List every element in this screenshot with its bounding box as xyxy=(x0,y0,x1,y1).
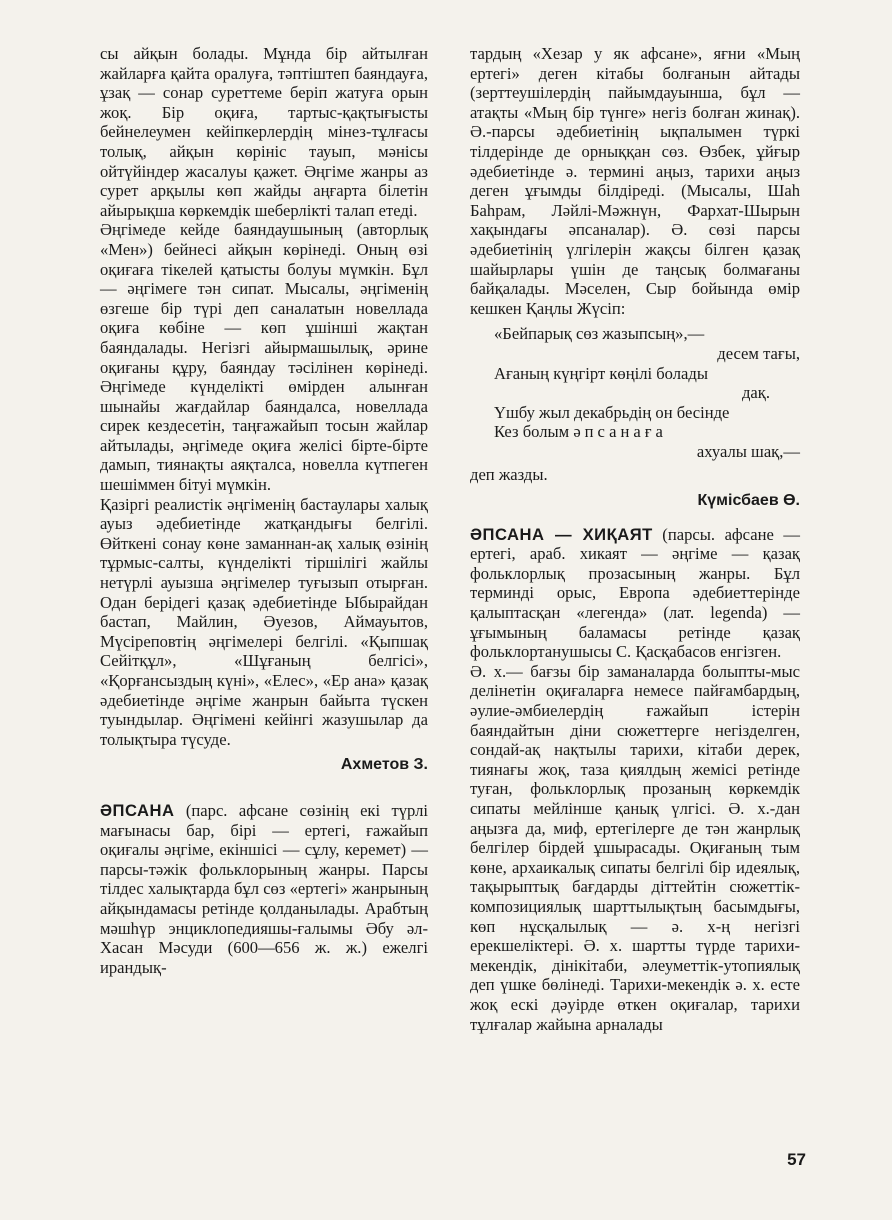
right-paragraph-1: тардың «Хезар у як афсане», яғни «Мың ертегі» деген кітабы болғанын айтады (зерттеушілердің пайымдауынша, бұл — атақты «Мың бір түнге» негіз болған жинақ). Ә.-парсы әдебиетінің ықпалымен түркі тілдерінде де орныққан сөз. Өзбек, ұйғыр әдебиетінде ә. термині аңыз, тарихи аңыз деген ұғымды білдіреді. (Мысалы, Шаһ Баһрам, Ләйлі-Мәжнүн, Фархат-Шырын хақындағы әпсаналар). Ә. сөзі парсы әдебиетінің үлгілерін жақсы білген қазақ шайырлары үшін де таңсық болмағаны байқалады. Мәселен, Сыр бойында өмір кешкен Қаңлы Жүсіп: xyxy=(470,44,800,318)
entry-body: (парсы. афсане — ертегі, араб. хикаят — әңгіме — қазақ фольклорлық прозасының жанры. Бұл терминді орыс, Европа әдебиеттерінде қалыптасқан «легенда» (лат. legenda) —ұғымының баламасы ретінде қазақ фольклортанушысы С. Қасқабасов енгізген. xyxy=(470,524,800,662)
spacer xyxy=(470,517,800,525)
left-paragraph-3: Қазіргі реалистік әңгіменің бастаулары халық ауыз әдебиетінде жатқандығы белгілі. Өйткені сонау көне заманнан-ақ халық өзінің тұрмыс-салты, күнделікті тіршілігі жайлы нетүрлі ауызша әңгімелер туғызып отырған. Одан берідегі қазақ әдебиетінде Ыбырайдан бастап, Майлин, Әуезов, Аймауытов, Мүсіреповтің әңгімелері белгілі. «Қыпшақ Сейітқұл», «Шұғаның белгісі», «Қорғансыздың күні», «Елес», «Ер ана» қазақ әдебиетінде әңгіме жанрын байыта түскен туындылар. Әңгімені кейінгі жазушылар да толықтыра түсуде. xyxy=(100,494,428,749)
author-signature-right: Күмісбаев Ө. xyxy=(697,492,800,510)
entry-apsana-hikayat xyxy=(470,525,800,662)
left-paragraph-2: Әңгімеде кейде баяндаушының (авторлық «Мен») бейнесі айқын көрінеді. Оның өзі оқиғаға тікелей қатысты болуы мүмкін. Бұл — әңгімеге тән сипат. Мысалы, әңгіменің өзгеше бір түрі деп саналатын новеллада оқиға көбіне — көп ұшінші жақтан баяндалады. Негізгі айырмашылық, әрине оқиғаны құру, баяндау тәсілінен көрінеді. Әңгімеде күнделікті өмірден алынған шынайы жағдайлар баяндалса, новеллада сирек кездесетін, таңғажайып тосын жайлар айтылады, әңгімеде оқиға желісі бірте-бірте дамып, тиянақты аяқталса, новелла күтпеген шешіммен бітуі мүмкін. xyxy=(100,220,428,495)
poem-quote xyxy=(494,324,800,461)
left-column xyxy=(100,44,428,977)
poem-line: десем тағы, xyxy=(717,343,800,363)
right-column xyxy=(470,44,800,1034)
entry-apsana xyxy=(100,801,428,977)
right-paragraph-2: деп жазды. xyxy=(470,465,548,485)
poem-line: «Бейпарық сөз жазыпсың»,— xyxy=(494,324,705,344)
poem-spaced-word: әпсанаға xyxy=(573,422,667,442)
right-paragraph-3: Ә. х.— бағзы бір заманаларда болыпты-мыс делінетін оқиғаларға немесе пайғамбардың, әулие-әмбиелердің ғажайып істерін баяндайтын діни сюжеттерге негізделген, сондай-ақ нақтылы тарихи, кітаби дерек, тиянағы жоқ, таза қиялдың жемісі ретінде туған, фольклорлық прозаның көркемдік сипаты мейлінше қанық үлгісі. Ә. х.-дан аңызға да, миф, ертегілерге де тән жанрлық белгілер бірдей ұшырасады. Оқиғаның тым көне, архаикалық сипаты белгілі бір идеялық, тақырыптық бағдарды діттейтін сюжеттік-композициялық шарттылықтың басымдығы, көп нұсқалылық — ә. х-ң негізгі ерекшеліктері. Ә. х. шартты түрде тарихи-мекендік, дінікітаби, әлеуметтік-утопиялық деп үшке бөлінеді. Тарихи-мекендік ә. х. есте жоқ ескі дәуірде өткен оқиғалар, тарихи тұлғалар жайына арналады xyxy=(470,661,800,1034)
entry-headword: ӘПСАНА — ХИҚАЯТ xyxy=(470,524,653,544)
poem-text: Кез болым xyxy=(494,422,574,442)
poem-line xyxy=(494,422,800,442)
author-signature-left: Ахметов З. xyxy=(340,756,428,774)
spacer xyxy=(100,781,428,801)
poem-line: Ағаның күңгірт көңілі болады xyxy=(494,363,708,383)
poem-line: ахуалы шақ,— xyxy=(696,441,800,461)
left-paragraph-1: сы айқын болады. Мұнда бір айтылған жайларға қайта оралуға, тәптіштеп баяндауға, ұзақ — сонар суреттеме беріп жатуға орын жоқ. Бір оқиға, тартыс-қақтығысты бейнелеумен кейіпкерлердің мінез-тұлғасы толық, айқын көрініс тауып, мәнісы ойтүйіндер жасалуы қажет. Әңгіме жанры аз сурет арқылы көп жайды аңғарта білетін айырықша көркемдік шеберлікті талап етеді. xyxy=(100,44,428,220)
poem-line: дақ. xyxy=(741,383,770,403)
entry-body: (парс. афсане сөзінің екі түрлі мағынасы бар, бірі — ертегі, ғажайып оқиғалы әңгіме, екіншісі — сұлу, керемет) — парсы-тәжік фольклорының жанры. Парсы тілдес халықтарда бұл сөз «ертегі» жанрының айқындамасы ретінде қолданылады. Арабтың мәшһүр энциклопедияшы-ғалымы Әбу әл-Хасан Мәсуди (600—656 ж. ж.) ежелгі ирандық- xyxy=(100,800,428,977)
page-number: 57 xyxy=(787,1150,806,1169)
entry-headword: ӘПСАНА xyxy=(100,800,175,820)
poem-line: Үшбу жыл декабрьдің он бесінде xyxy=(494,402,730,422)
